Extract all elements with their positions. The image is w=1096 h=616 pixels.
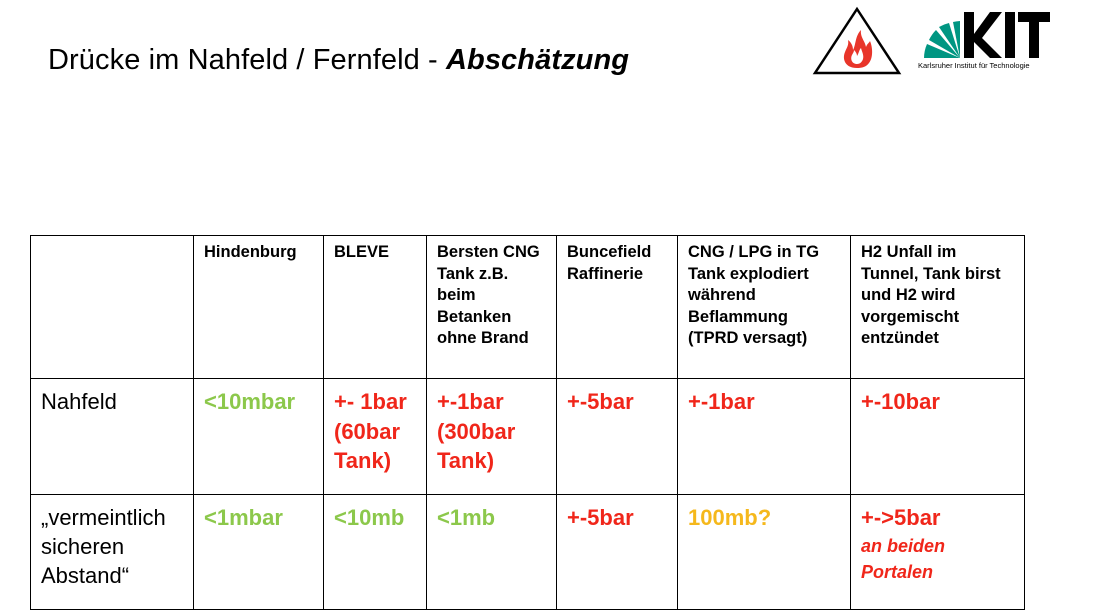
header-bersten-cng: Bersten CNG Tank z.B. beim Betanken ohne Brand <box>427 236 557 379</box>
header-cng-lpg-tg: CNG / LPG in TG Tank explodiert während Beflammung (TPRD versagt) <box>678 236 851 379</box>
value-note: an beiden Portalen <box>861 535 946 582</box>
header-corner-cell <box>31 236 194 379</box>
title-emphasis: Abschätzung <box>445 44 630 76</box>
header-hindenburg: Hindenburg <box>194 236 324 379</box>
value-cell: <10mb <box>324 495 427 610</box>
header-h2-tunnel: H2 Unfall im Tunnel, Tank birst und H2 wird vorgemischt entzündet <box>851 236 1025 379</box>
value-cell: +-1bar (300bar Tank) <box>427 379 557 495</box>
kit-subtitle: Karlsruher Institut für Technologie <box>918 61 1030 70</box>
header-buncefield: Buncefield Raffinerie <box>557 236 678 379</box>
pressure-table <box>30 235 1025 610</box>
table-header-row <box>31 236 1025 379</box>
value-cell: +- 1bar (60bar Tank) <box>324 379 427 495</box>
fire-triangle-icon <box>812 6 902 76</box>
value-cell: +-5bar <box>557 379 678 495</box>
row-label-nahfeld: Nahfeld <box>31 379 194 495</box>
value-cell: 100mb? <box>678 495 851 610</box>
value-cell: +-5bar <box>557 495 678 610</box>
header-bleve: BLEVE <box>324 236 427 379</box>
value-cell: <1mbar <box>194 495 324 610</box>
title-main: Drücke im Nahfeld / Fernfeld - <box>48 44 446 76</box>
row-label-sicherer-abstand: „vermeintlich sicheren Abstand“ <box>31 495 194 610</box>
value-cell: +-1bar <box>678 379 851 495</box>
page-title <box>48 44 629 77</box>
value-cell: <10mbar <box>194 379 324 495</box>
table-row-nahfeld <box>31 379 1025 495</box>
value-cell: +-10bar <box>851 379 1025 495</box>
table-row-sicherer-abstand <box>31 495 1025 610</box>
value-cell-with-note <box>851 495 1025 610</box>
value-cell: <1mb <box>427 495 557 610</box>
value-text: +->5bar <box>861 505 941 530</box>
